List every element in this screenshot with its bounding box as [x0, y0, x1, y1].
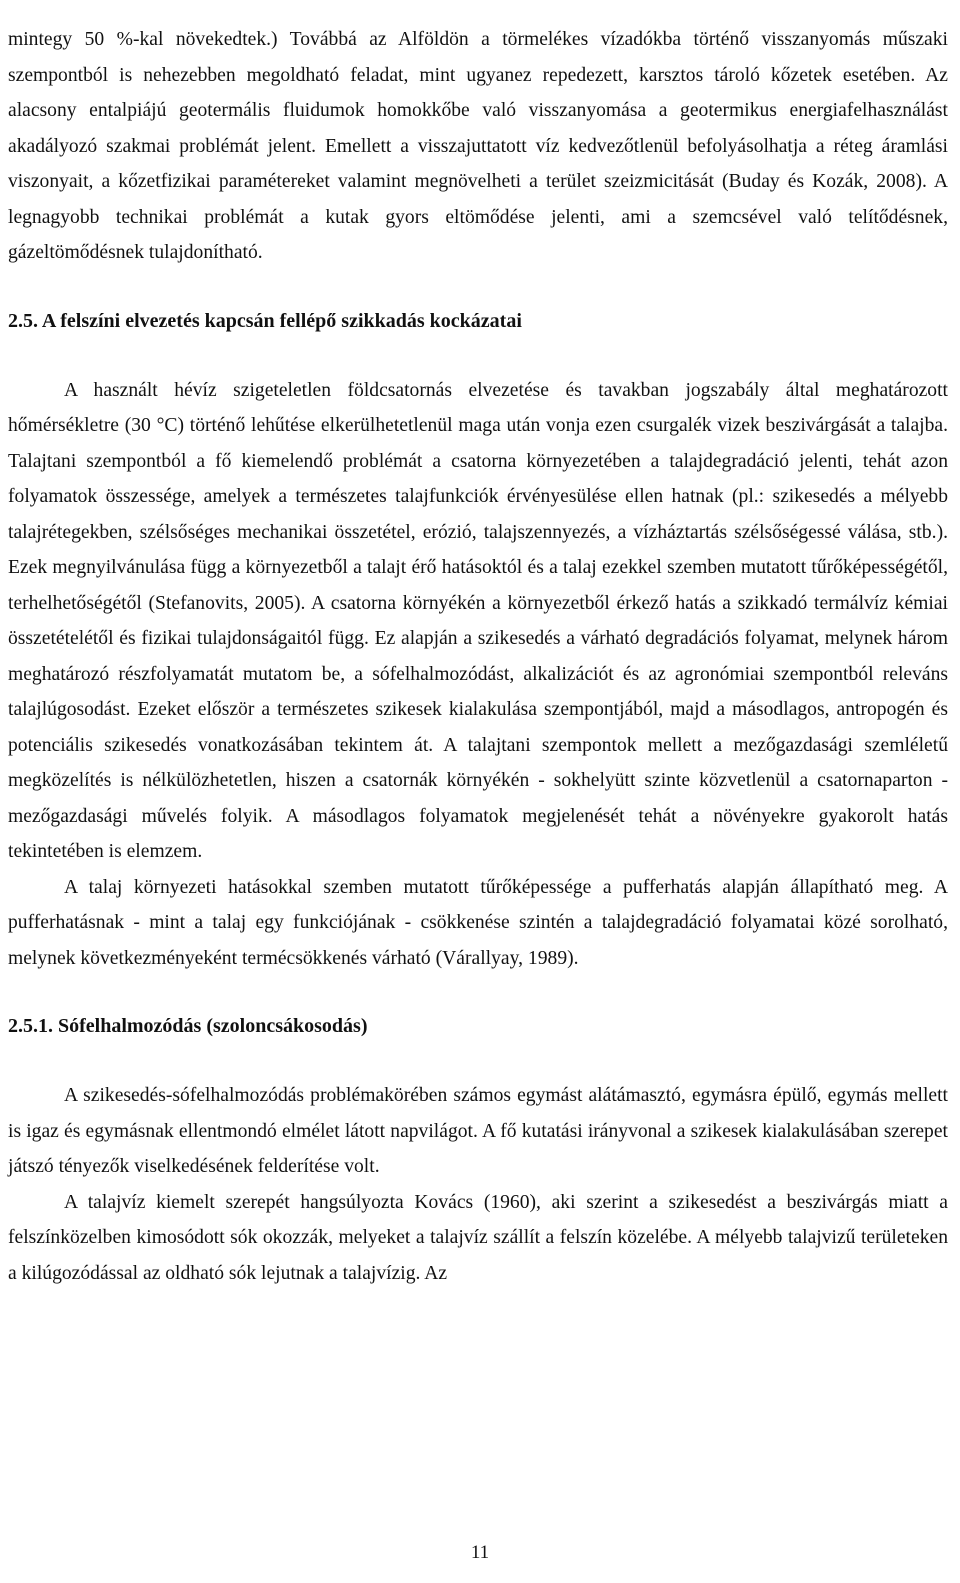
paragraph-drainage: A használt hévíz szigeteletlen földcsatornás elvezetése és tavakban jogszabály által meghatározott hőmérsékletre (30 °C) történő lehűtése elkerülhetetlenül maga után vonja ezen csurgalék vizek beszivárgását a talajba. Talajtani szempontból a fő kiemelendő problémát a csatorna környezetében a talajdegradáció jelenti, tehát azon folyamatok összessége, amelyek a természetes talajfunkciók érvényesülése ellen hatnak (pl.: szikesedés a mélyebb talajrétegekben, szélsőséges mechanikai összetétel, erózió, talajszennyezés, a vízháztartás szélsőségessé válása, stb.). Ezek megnyilvánulása függ a környezetből a talajt érő hatásoktól és a talaj ezekkel szemben mutatott tűrőképességétől, terhelhetőségétől (Stefanovits, 2005). A csatorna környékén a környezetből érkező hatás a szikkadó termálvíz kémiai összetételétől és fizikai tulajdonságaitól függ. Ez alapján a szikesedés a várható degradációs folyamat, melynek három meghatározó részfolyamatát mutatom be, a sófelhalmozódást, alkalizációt és az agronómiai szempontból releváns talajlúgosodást. Ezeket először a természetes szikesek kialakulása szempontjából, majd a másodlagos, antropogén és potenciális szikesedés vonatkozásában tekintem át. A talajtani szempontok mellett a mezőgazdasági szemléletű megközelítés is nélkülözhetetlen, hiszen a csatornák környékén - sokhelyütt szinte közvetlenül a csatornaparton - mezőgazdasági művelés folyik. A másodlagos folyamatok megjelenését tehát a növényekre gyakorolt hatás tekintetében is elemzem. — [8, 379, 948, 862]
section-heading-2-5-1: 2.5.1. Sófelhalmozódás (szoloncsákosodás) — [8, 1015, 368, 1037]
paragraph-salinization: A szikesedés-sófelhalmozódás problémakörében számos egymást alátámasztó, egymásra épülő, egymás mellett is igaz és egymásnak ellentmondó elmélet látott napvilágot. A fő kutatási irányvonal a szikesek kialakulásában szerepet játszó tényezők viselkedésének felderítése volt. — [8, 1085, 948, 1177]
document-page — [8, 22, 948, 1291]
section-heading-2-5: 2.5. A felszíni elvezetés kapcsán fellépő szikkadás kockázatai — [8, 309, 522, 332]
page-number: 11 — [470, 1542, 490, 1563]
paragraph-buffer: A talaj környezeti hatásokkal szemben mutatott tűrőképessége a pufferhatás alapján állapítható meg. A pufferhatásnak - mint a talaj egy funkciójának - csökkenése szintén a talajdegradáció folyamatai közé sorolható, melynek következményeként termécsökkenés várható (Várallyay, 1989). — [8, 876, 948, 969]
paragraph-groundwater: A talajvíz kiemelt szerepét hangsúlyozta Kovács (1960), aki szerint a szikesedést a beszivárgás miatt a felszínközelben kimosódott sók okozzák, melyeket a talajvíz szállít a felszín közelébe. A mélyebb talajvizű területeken a kilúgozódással az oldható sók lejutnak a talajvízig. Az — [8, 1191, 948, 1284]
paragraph-intro: mintegy 50 %-kal növekedtek.) Továbbá az Alföldön a törmelékes vízadókba történő visszanyomás műszaki szempontból is nehezebben megoldható feladat, mint ugyanez repedezett, karsztos tároló kőzetek esetében. Az alacsony entalpiájú geotermális fluidumok homokkőbe való visszanyomása a geotermikus energiafelhasználást akadályozó szakmai problémát jelent. Emellett a visszajuttatott víz kedvezőtlenül befolyásolhatja a réteg áramlási viszonyait, a kőzetfizikai paramétereket valamint megnövelheti a terület szeizmicitását (Buday és Kozák, 2008). A legnagyobb technikai problémát a kutak gyors eltömődése jelenti, ami a szemcsével való telítődésnek, gázeltömődésnek tulajdonítható. — [8, 29, 948, 263]
